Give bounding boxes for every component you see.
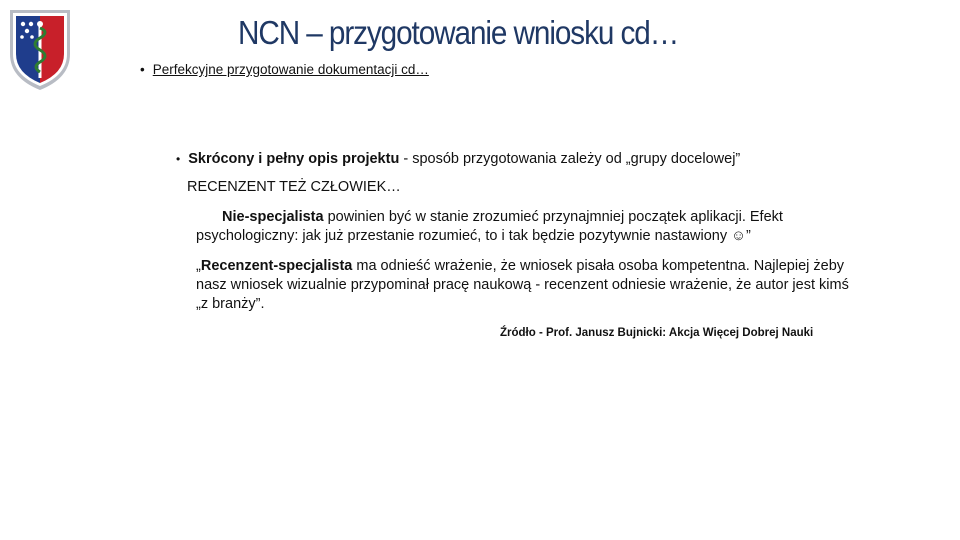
specialist-label: Recenzent-specjalista: [200, 258, 353, 274]
bullet-marker: •: [140, 62, 145, 77]
specialist-open-quote: „: [196, 258, 201, 274]
medical-university-crest-icon: [6, 4, 74, 92]
nonspecialist-line-2: psychologiczny: jak już przestanie rozumieć, to i tak będzie pozytywnie nastawiony ☺”: [196, 228, 751, 244]
bullet-marker: •: [176, 152, 181, 166]
main-bullet: [140, 62, 429, 77]
reviewer-line: RECENZENT TEŻ CZŁOWIEK…: [187, 179, 401, 195]
nonspecialist-label: Nie-specjalista: [222, 209, 324, 225]
sub-bullet-rest: - sposób przygotowania zależy od „grupy docelowej”: [399, 151, 741, 167]
nonspecialist-line-1: [222, 208, 783, 226]
specialist-line-1: [196, 257, 844, 275]
specialist-line-2: nasz wniosek wizualnie przypominał pracę naukową - recenzent odniesie wrażenie, że autor jest kimś: [196, 277, 849, 293]
slide-title: NCN – przygotowanie wniosku cd…: [238, 14, 679, 51]
specialist-line-3: „z branży”.: [196, 296, 265, 312]
specialist-line-1-rest: ma odnieść wrażenie, że wniosek pisała osoba kompetentna. Najlepiej żeby: [352, 258, 845, 274]
sub-bullet-bold: Skrócony i pełny opis projektu: [188, 151, 400, 167]
source-citation: Źródło - Prof. Janusz Bujnicki: Akcja Więcej Dobrej Nauki: [500, 327, 814, 339]
sub-bullet: [176, 151, 740, 167]
nonspecialist-line-1-rest: powinien być w stanie zrozumieć przynajmniej początek aplikacji. Efekt: [323, 209, 783, 225]
main-bullet-text: Perfekcyjne przygotowanie dokumentacji cd…: [152, 62, 429, 77]
